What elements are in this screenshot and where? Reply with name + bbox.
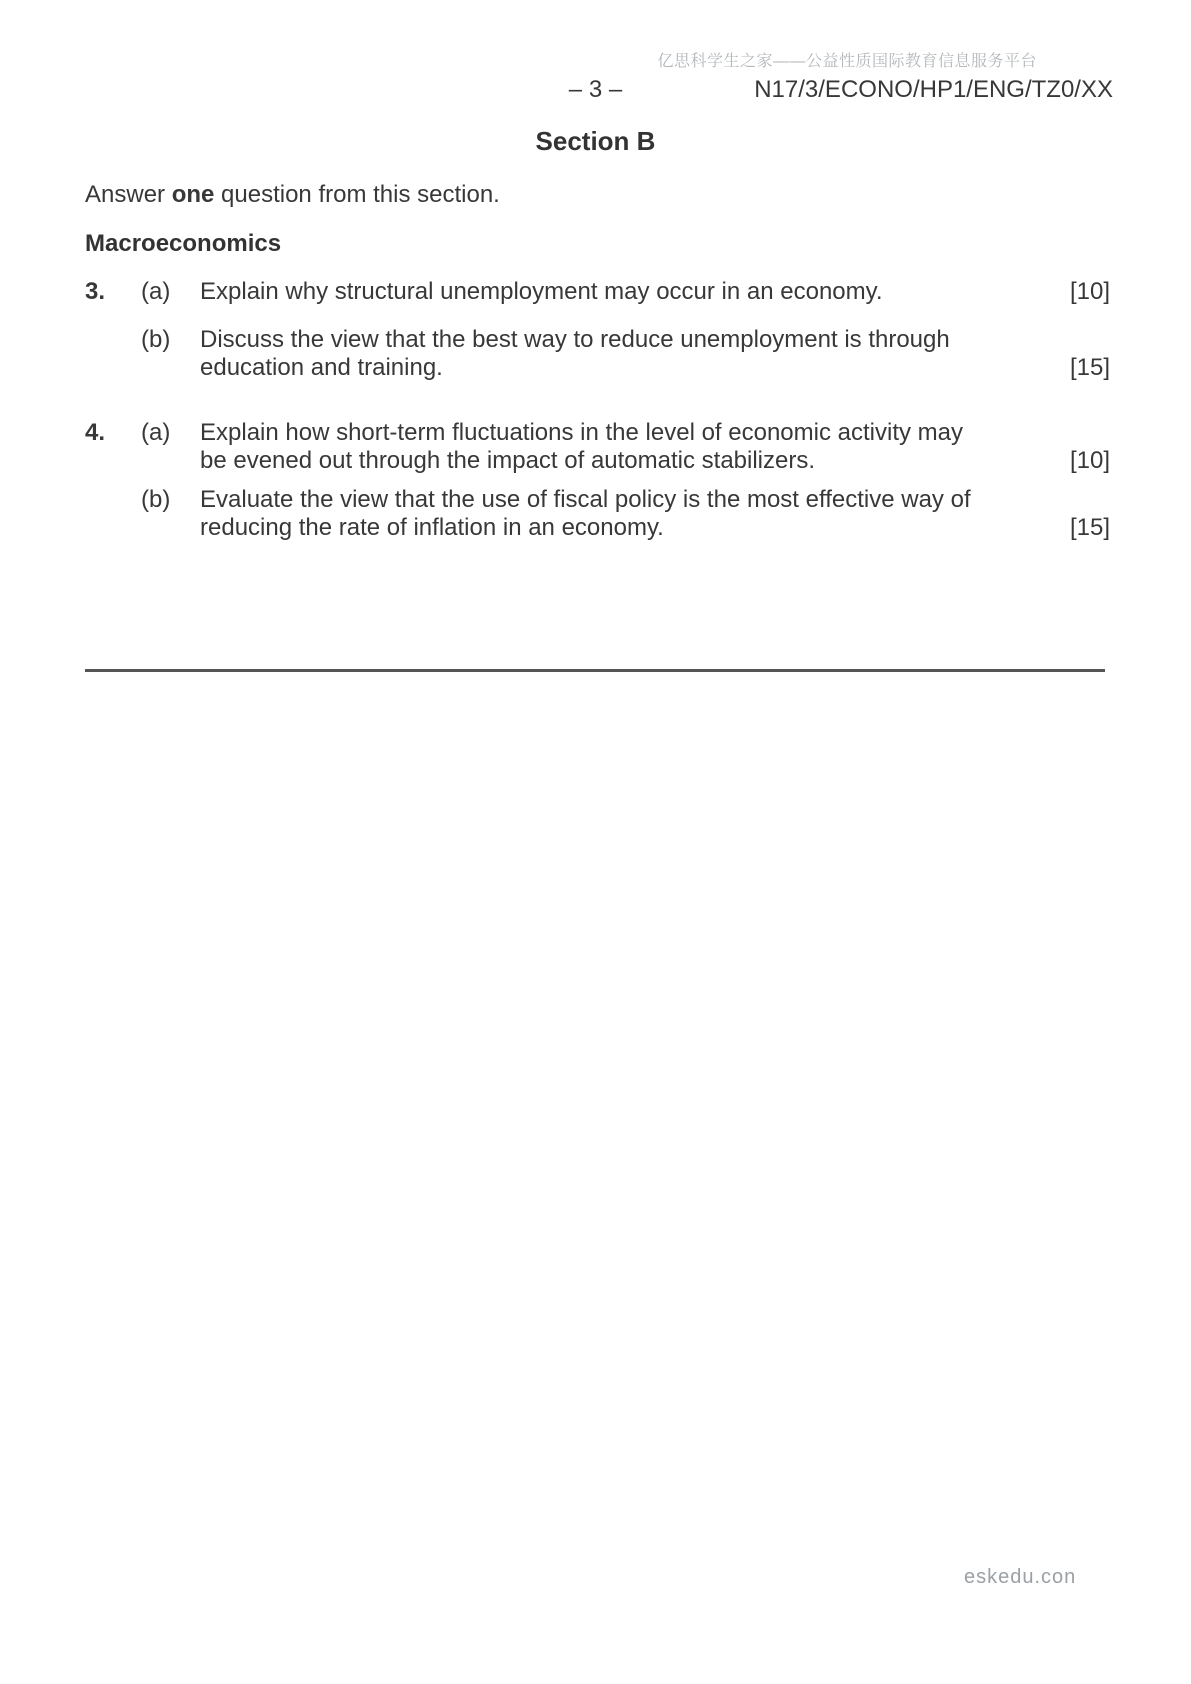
- bottom-watermark-text: eskedu.con: [964, 1566, 1077, 1588]
- part-letter: (a): [141, 419, 171, 446]
- question-number: 3.: [85, 278, 106, 305]
- question-text: Explain how short-term fluctuations in the level of economic activity may be evened out through the impact of automatic stabilizers.: [200, 419, 963, 474]
- top-watermark-text: 亿思科学生之家——公益性质国际教育信息服务平台: [657, 53, 1037, 70]
- section-title: Section B: [535, 126, 656, 156]
- instruction-suffix: question from this section.: [214, 181, 500, 208]
- page-number: – 3 –: [568, 76, 623, 103]
- marks-badge: [10]: [1069, 278, 1110, 305]
- marks-badge: [15]: [1069, 514, 1110, 541]
- part-letter: (b): [141, 486, 171, 513]
- marks-badge: [15]: [1069, 354, 1110, 381]
- question-text: Explain why structural unemployment may occur in an economy.: [200, 278, 883, 305]
- question-4-part-b: [85, 486, 1110, 542]
- marks-badge: [10]: [1069, 447, 1110, 474]
- question-text: Discuss the view that the best way to reduce unemployment is through education and training.: [200, 326, 950, 381]
- instruction-bold-word: one: [171, 181, 215, 208]
- horizontal-divider: [85, 669, 1105, 672]
- topic-heading: Macroeconomics: [85, 230, 282, 257]
- section-instruction: [85, 181, 500, 209]
- question-text: Evaluate the view that the use of fiscal policy is the most effective way of reducing the rate of inflation in an economy.: [200, 486, 971, 541]
- part-letter: (a): [141, 278, 171, 305]
- part-letter: (b): [141, 326, 171, 353]
- question-4-part-a: [85, 419, 1110, 475]
- instruction-prefix: Answer: [85, 181, 172, 208]
- paper-code: N17/3/ECONO/HP1/ENG/TZ0/XX: [754, 76, 1113, 103]
- question-number: 4.: [85, 419, 106, 446]
- question-3-part-b: [85, 326, 1110, 382]
- question-3-part-a: [85, 278, 1110, 306]
